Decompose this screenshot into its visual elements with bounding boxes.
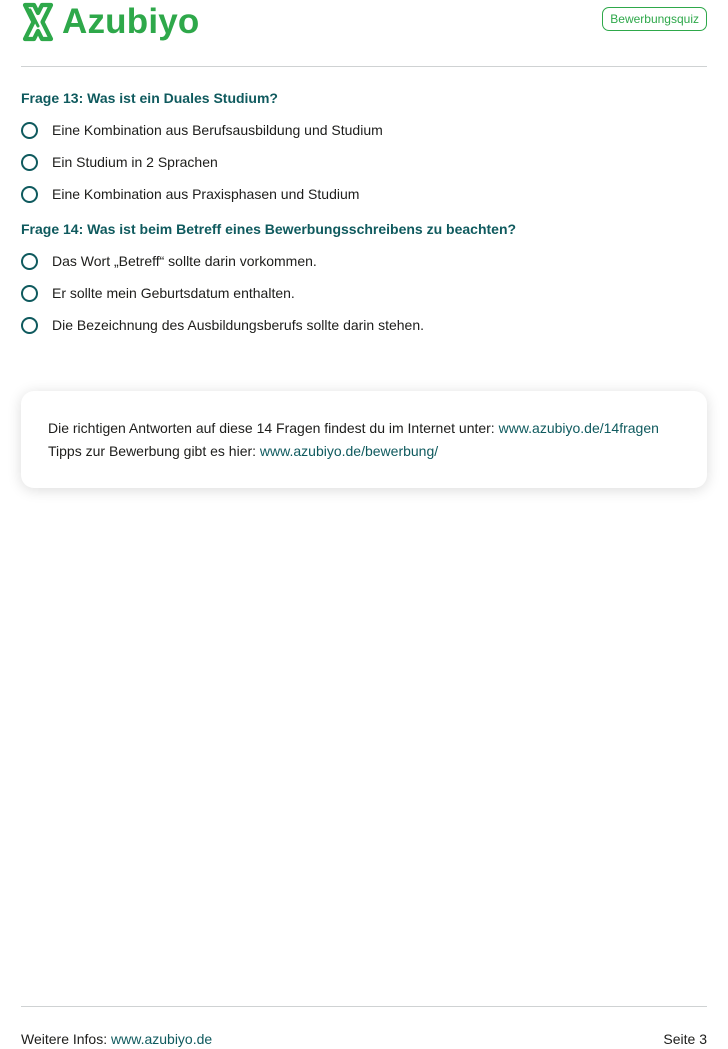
answers-line xyxy=(48,420,659,436)
question-14-option-1[interactable] xyxy=(21,251,317,271)
azubiyo-logo[interactable] xyxy=(21,2,200,42)
question-13-option-1[interactable] xyxy=(21,120,383,140)
question-13-title: Frage 13: Was ist ein Duales Studium? xyxy=(21,90,278,106)
radio-circle-icon[interactable] xyxy=(21,285,38,302)
tips-line xyxy=(48,443,438,459)
tips-text: Tipps zur Bewerbung gibt es hier: xyxy=(48,443,260,459)
radio-circle-icon[interactable] xyxy=(21,317,38,334)
footer-divider xyxy=(21,1006,707,1007)
question-13-option-2[interactable] xyxy=(21,152,218,172)
question-14-title: Frage 14: Was ist beim Betreff eines Bewerbungsschreibens zu beachten? xyxy=(21,221,517,237)
page-number: Seite 3 xyxy=(663,1031,707,1047)
option-label: Eine Kombination aus Berufsausbildung und Studium xyxy=(52,122,383,138)
question-13-option-3[interactable] xyxy=(21,184,359,204)
footer-info xyxy=(21,1031,212,1047)
radio-circle-icon[interactable] xyxy=(21,186,38,203)
option-label: Die Bezeichnung des Ausbildungsberufs sollte darin stehen. xyxy=(52,317,425,333)
azubiyo-logo-icon xyxy=(21,2,55,42)
answers-info-box xyxy=(21,391,707,488)
answers-text: Die richtigen Antworten auf diese 14 Fragen findest du im Internet unter: xyxy=(48,420,499,436)
footer-info-label: Weitere Infos: xyxy=(21,1031,112,1047)
option-label: Er sollte mein Geburtsdatum enthalten. xyxy=(52,285,295,301)
header-divider xyxy=(21,66,707,67)
option-label: Eine Kombination aus Praxisphasen und Studium xyxy=(52,186,360,202)
quiz-badge: Bewerbungsquiz xyxy=(602,7,707,31)
radio-circle-icon[interactable] xyxy=(21,253,38,270)
page-header xyxy=(0,0,728,67)
question-14-option-2[interactable] xyxy=(21,283,295,303)
brand-name: Azubiyo xyxy=(62,2,200,41)
footer-website-link[interactable]: www.azubiyo.de xyxy=(111,1031,213,1047)
tips-link[interactable]: www.azubiyo.de/bewerbung/ xyxy=(259,443,439,459)
answers-link[interactable]: www.azubiyo.de/14fragen xyxy=(498,420,659,436)
radio-circle-icon[interactable] xyxy=(21,154,38,171)
question-14-option-3[interactable] xyxy=(21,315,424,335)
option-label: Ein Studium in 2 Sprachen xyxy=(52,154,218,170)
radio-circle-icon[interactable] xyxy=(21,122,38,139)
option-label: Das Wort „Betreff“ sollte darin vorkommen. xyxy=(52,253,317,269)
